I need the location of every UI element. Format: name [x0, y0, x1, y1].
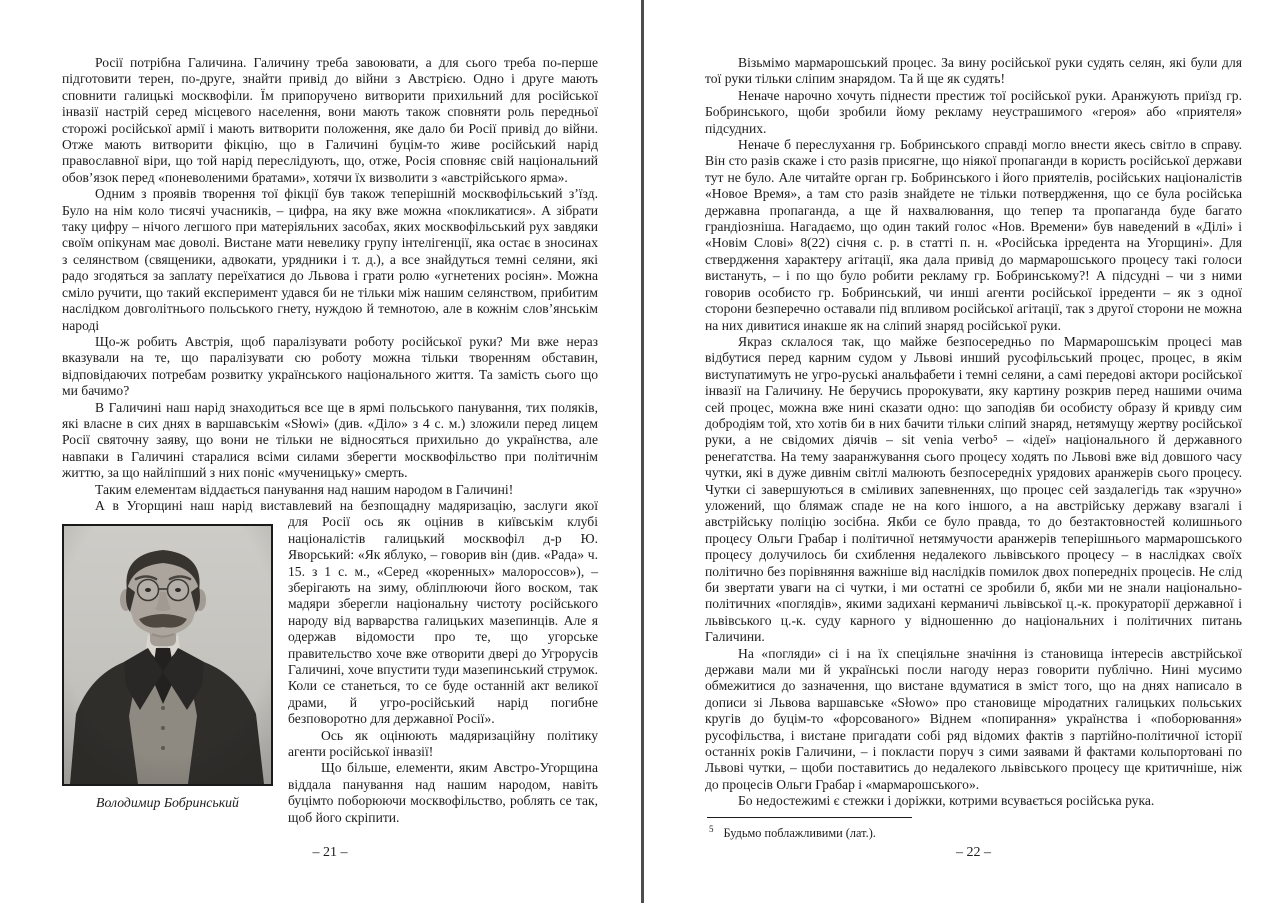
photo-text-section — [62, 514, 598, 826]
body-paragraph: Неначе б переслухання гр. Бобринського справді могло внести якесь світло в справу. Він сто разів скаже і сто разів присягне, що ніякої пропаганди в користь російської держави тут не було. Але читайте орган гр. Бобринського і його приятелів, російських націоналістів «Новое Время», а там сто разів знайдете не тільки потвердження, що се була російська державна пропаганда, а ще й нахвалювання, що тепер та пропаганда буде багато грандіозніша. Нагадаємо, що один такий голос «Нов. Времени» був наведений в «Ділі» і «Новім Слові» 8(22) січня с. р. в статті п. н. «Російська ірредента на Угорщині». Для ствердження характеру агітації, яка дала привід до мармарошського процесу такі голоси вистануть, – і по що було робити рекламу гр. Бобринському?! А підсудні – чи з ними говорив особисто гр. Бобринський, чи инші агенти російської ірреденти – як з одної сторони безперечно оставали під впливом російської агітації, так з другої сторони не можна на них дивитися инакше як на сліпий знаряд російської руки. — [705, 137, 1242, 333]
page-divider-line — [641, 0, 644, 903]
page-right — [705, 55, 1242, 841]
footnote-separator-rule — [707, 817, 912, 818]
footnote-block — [705, 817, 1242, 841]
page-left — [62, 55, 598, 826]
body-paragraph: Росії потрібна Галичина. Галичину треба завоювати, а для сього треба по-перше підготовити терен, по-друге, знайти привід до війни з Австрією. Одно і друге мають сповнити галицькі москвофіли. Їм припоручено витворити прихильний для російської інвазії настрій серед місцевого населення, вони мають також сповняти роль передньої сторожі російської армії і мають витворити положення, яке дало би Росії привід до війни. Отже мають витворити фікцію, що в Галичині буцім-то живе російський нарід православної віри, що той нарід переслідують, що, отже, Росія сповняє свій національний обов’язок перед «поневоленими братами», хотячи їх визволити з «австрійського ярма». — [62, 55, 598, 185]
body-paragraph: Що більше, елементи, яким Австро-Угорщина віддала панування над нашим народом, навіть буцімто поборюючи москвофільство, роблять се так, щоб його скріпити. — [288, 760, 598, 825]
portrait-photo — [62, 524, 273, 786]
page-number-left: – 21 – — [312, 845, 348, 860]
portrait-figure — [62, 524, 273, 811]
body-paragraph: Якраз склалося так, що майже безпосередньо по Мармарошськім процесі мав відбутися перед карним судом у Львові инший русофільський процес, процес, в якім виступатимуть не угро-руські анальфабети і темні селяни, а самі передові актори російської інвазії на Галичину. Не беручись пророкувати, яку картину розкрив перед нашими очима сей процес, можна вже нині сказати одно: що заподіяв би особисту образу й кривду сим добродіям той, хто хотів би в них бачити тільки сліпий знаряд, нетямущу жертву російської руки, а не свідомих діячів – sit venia verbo⁵ – «ідеї» національного й державного ренегатства. На тему зааранжування сього процесу ходять по Львові вже від довшого часу чутки, які в дуже дивнім світлі малюють безпосередніх урядових аранжерів сього процесу. Чутки сі завершуються в сміливих запевненнях, що процес сей заздалегідь так «зручно» уложений, що блямаж спаде не на кого іншого, а на австрійську державу взагалі і австрійську поліцію зосібна. Якби се було правда, то до безтактовностей колишнього процесу Ольги Грабар і політичної нетямучости аранжерів теперішнього мармарошського процесу долучилось би схиблення недалекого львівського процесу – в наслідках своїх політично без порівняння важніше від наслідків помилок двох попередніх процесів. Не слід би звертати уваги на сі чутки, і ми остатні се зробили б, якби ми не знали національно-політичних «поглядів», якими задихані керманичі львівської ц.-к. прокураторії державної і львівського ц.-к. суду карного у відношенню до національних і політичних питань Галичини. — [705, 333, 1242, 645]
body-paragraph: для Росії ось як оцінив в київськім клубі націоналістів галицький москвофіл д-р Ю. Яворський: «Як яблуко, – говорив він (див. «Рада» ч. 15. з 1 с. м., «Серед «коренных» малороссов»), – зберігають на зиму, обліплюючи його воском, так мадяри зберегли національну чистоту російського народу від варварства галицьких мазепинців. Але я одержав відомости про те, що угорське правительство хоче вже отворити двері до Угрорусів Галичині, хоче впустити туди мазепинський струмок. Коли се станеться, то се буде останній акт великої драми, й угро-російський нарід погибне безповоротно для державної Росії». — [288, 514, 598, 727]
photo-caption: Володимир Бобринський — [96, 795, 239, 811]
body-paragraph: Неначе нарочно хочуть піднести престиж тої російської руки. Аранжують приїзд гр. Бобринського, щоби зробили йому рекламу неустрашимого «героя» або «приятеля» підсудних. — [705, 87, 1242, 136]
body-paragraph: Ось як оцінюють мадяризаційну політику агенти російської інвазії! — [288, 727, 598, 760]
footnote-marker: 5 — [709, 823, 714, 834]
body-paragraph: А в Угорщині наш нарід виставлевий на безпощадну мадяризацію, заслуги якої — [95, 497, 598, 513]
body-paragraph: Що-ж робить Австрія, щоб паралізувати роботу російської руки? Ми вже нераз вказували на те, що паралізувати сю роботу можна тільки творенням обставин, відповідаючих потребам розвитку українського національного життя. Та замість сього що ми бачимо? — [62, 333, 598, 399]
body-paragraph: На «погляди» сі і на їх спеціяльне значіння із становища інтересів австрійської держави мали ми й українські посли нагоду нераз говорити публічно. Нині мусимо обмежитися до зазначення, що вистане вдуматися в зміст того, що на днях написало в дописи зі Львова варшавське «Słowo» про становище міродатних галицьких польських кругів до буцім-то «форсованого» Віднем «попирання» українства і «поборювання» русофільства, і вистане пригадати собі ряд відомих фактів з партійно-політичної історії останніх років Галичини, – і покласти поруч з сими заявами й фактами кольпортовані по Львові чутки, – щоби поставитись до недалекого львівського процесу ще критичніше, ніж до процесів Ольги Грабар і «мармарошського». — [705, 645, 1242, 792]
page-number-right: – 22 – — [956, 845, 991, 860]
footnote-text: Будьмо поблажливими (лат.). — [723, 825, 876, 840]
body-paragraph: Таким елементам віддається панування над нашим народом в Галичині! — [95, 481, 514, 497]
portrait-photo-illustration — [64, 526, 271, 784]
body-paragraph: Бо недостежимі є стежки і доріжки, котрими всувається російська рука. — [738, 793, 1155, 809]
body-paragraph: В Галичині наш нарід знаходиться все ще в ярмі польського панування, тих поляків, які власне в сих днях в варшавськім «Słowi» (див. «Діло» з 4 с. м.) зложили перед лицем Росії святочну заяву, що вони не тільки не відносяться прихильно до українства, але навпаки в Галичині старалися всіми силами зберегти москвофільство при політичнім життю, за що найліпший з них поніс «мученицьку» смерть. — [62, 399, 598, 481]
footnote — [705, 822, 1242, 841]
body-paragraph: Візьмімо мармарошський процес. За вину російської руки судять селян, які були для тої руки тільки сліпим знарядом. Та й ще як судять! — [705, 55, 1242, 87]
body-paragraph: Одним з проявів творення тої фікції був також теперішній москвофільський з’їзд. Було на нім коло тисячі учасників, – цифра, на яку вже можна «покликатися». А зібрати таку цифру – нічого легшого при матеріяльних засобах, яких москвофільський рух завдяки своїм опікунам має доволі. Вистане мати невелику групу інтелігенції, яка остає в зносинах з селянством (священики, адвокати, урядники і т. д.), а все знайдуться темні селяни, які радо згодяться за заплату переїхатися до Львова і грати ролю «угнетених росіян». Можна сміло ручити, що такий експеримент удався би не тільки між нашим селянством, прибитим наслідком довголітнього польського гнету, нуждою й темнотою, але в кожнім слов’янськім народі — [62, 186, 598, 333]
